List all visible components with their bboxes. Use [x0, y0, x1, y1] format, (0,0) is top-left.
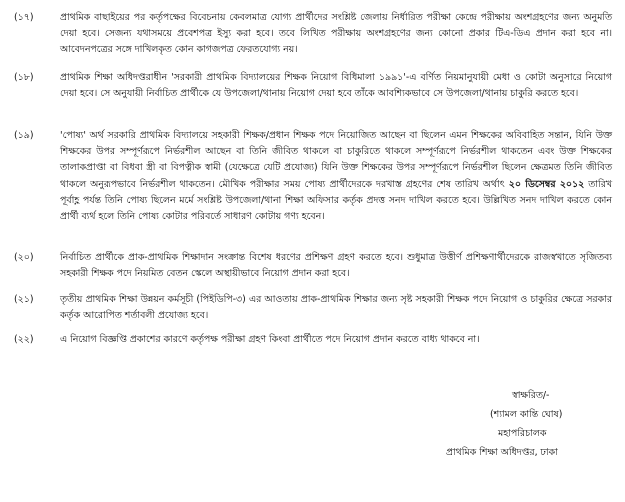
clause-text: প্রাথমিক বাছাইয়ের পর কর্তৃপক্ষের বিবেচনায় কেবলমাত্র যোগ্য প্রার্থীদের সংশ্লিষ্ট জেলায় নির্ধারিত পরীক্ষা কেন্দ্রে পরীক্ষায় অংশগ্রহণের জন্য অনুমতি দেয়া হবে। সেজন্য যথাসময়ে প্রবেশপত্র ইস্যু করা হবে। তবে লিখিত পরীক্ষায় অংশগ্রহণের জন্য কোনো প্রকার টিএ-ডিএ প্রদান করা হবে না। আবেদনপত্রের সঙ্গে দাখিলকৃত কোন কাগজপত্র ফেরতযোগ্য নয়। — [60, 12, 612, 56]
signed-label: স্বাক্ষরিত/- — [512, 390, 550, 401]
clause-text: তৃতীয় প্রাথমিক শিক্ষা উন্নয়ন কর্মসূচী (পিইডিপি-৩) এর আওতায় প্রাক-প্রাথমিক শিক্ষার জন্য সৃষ্ট সহকারী শিক্ষক পদে নিয়োগ ও চাকুরির ক্ষেত্রে সরকার কর্তৃক আরোপিত শর্তাবলী প্রযোজ্য হবে। — [60, 294, 612, 322]
signatory-name: (শ্যামল কান্তি ঘোষ) — [490, 409, 563, 420]
clause-number: (১৯) — [14, 130, 34, 141]
clause-number: (২০) — [14, 252, 34, 263]
signatory-office: প্রাথমিক শিক্ষা অধিদপ্তর, ঢাকা — [446, 447, 558, 458]
clause-number: (২২) — [14, 334, 34, 345]
signatory-designation: মহাপরিচালক — [498, 428, 547, 439]
clause-text-part: 'পোষ্য' অর্থ সরকারি প্রাথমিক বিদ্যালয়ে সহকারী শিক্ষক/প্রধান শিক্ষক পদে নিয়োজিত আছেন বা ছিলেন এমন শিক্ষকের অবিবাহিত সন্তান, যিনি উক্ত শিক্ষকের উপর সম্পূর্ণরূপে নির্ভরশীল আছেন বা তিনি জীবিত থাকলে বা চাকুরিতে থাকলে সম্পূর্ণরূপে নির্ভরশীল থাকতেন এবং উক্ত শিক্ষকের তালাকপ্রাপ্তা বা বিধবা স্ত্রী বা বিপত্নীক স্বামী (যেক্ষেত্রে যেটি প্রযোজ্য) যিনি উক্ত শিক্ষকের উপর সম্পূর্ণরূপে নির্ভরশীল ছিলেন ক্ষেত্রমত তিনি জীবিত থাকলে অনুরূপভাবে নির্ভরশীল থাকতেন। মৌখিক পরীক্ষার সময় পোষ্য প্রার্থীদেরকে দরখাস্ত গ্রহণের শেষ তারিখ অর্থাৎ — [60, 130, 612, 190]
clause-number: (১৭) — [14, 12, 34, 23]
clause-text: নির্বাচিত প্রার্থীকে প্রাক-প্রাথমিক শিক্ষাদান সংক্রান্ত বিশেষ ধরণের প্রশিক্ষণ গ্রহণ করতে হবে। শুধুমাত্র উত্তীর্ণ প্রশিক্ষণার্থীদেরকে রাজস্বখাতে সৃজিতব্য সহকারী শিক্ষক পদে নিয়মিত বেতন স্কেলে অস্থায়ীভাবে নিয়োগ প্রদান করা হবে। — [60, 252, 612, 280]
clause-text: এ নিয়োগ বিজ্ঞপ্তি প্রকাশের কারণে কর্তৃপক্ষ পরীক্ষা গ্রহণ কিংবা প্রার্থীতে পদে নিয়োগ প্রদান করতে বাধ্য থাকবে না। — [60, 334, 480, 345]
clause-text — [60, 128, 612, 225]
clause-text: প্রাথমিক শিক্ষা অধিদপ্তরাধীন 'সরকারী প্রাথমিক বিদ্যালয়ের শিক্ষক নিয়োগ বিধিমালা ১৯৯১'-এ বর্ণিত নিয়মানুযায়ী মেধা ও কোটা অনুসারে নিয়োগ দেয়া হবে। সে অনুযায়ী নির্বাচিত প্রার্থীকে যে উপজেলা/থানায় নিয়োগ দেয়া হবে তাঁকে আবশ্যিকভাবে সে উপজেলা/থানায় চাকুরি করতে হবে। — [60, 72, 612, 100]
clause-number: (১৮) — [14, 72, 34, 83]
clause-number: (২১) — [14, 294, 34, 305]
deadline-date: ২০ ডিসেম্বর ২০১২ — [508, 178, 585, 190]
signature-block — [440, 386, 620, 462]
clause-text-part: তারিখ পূর্বাহ্ণ পর্যন্ত তিনি পোষ্য ছিলেন মর্মে সংশ্লিষ্ট উপজেলা/থানা শিক্ষা অফিসার কর্তৃক প্রদত্ত সনদ দাখিল করতে হবে। উল্লিখিত সনদ দাখিল করতে কোন প্রার্থী ব্যর্থ হলে তিনি পোষ্য কোটার পরিবর্তে সাধারণ কোটায় গণ্য হবেন। — [60, 178, 613, 223]
